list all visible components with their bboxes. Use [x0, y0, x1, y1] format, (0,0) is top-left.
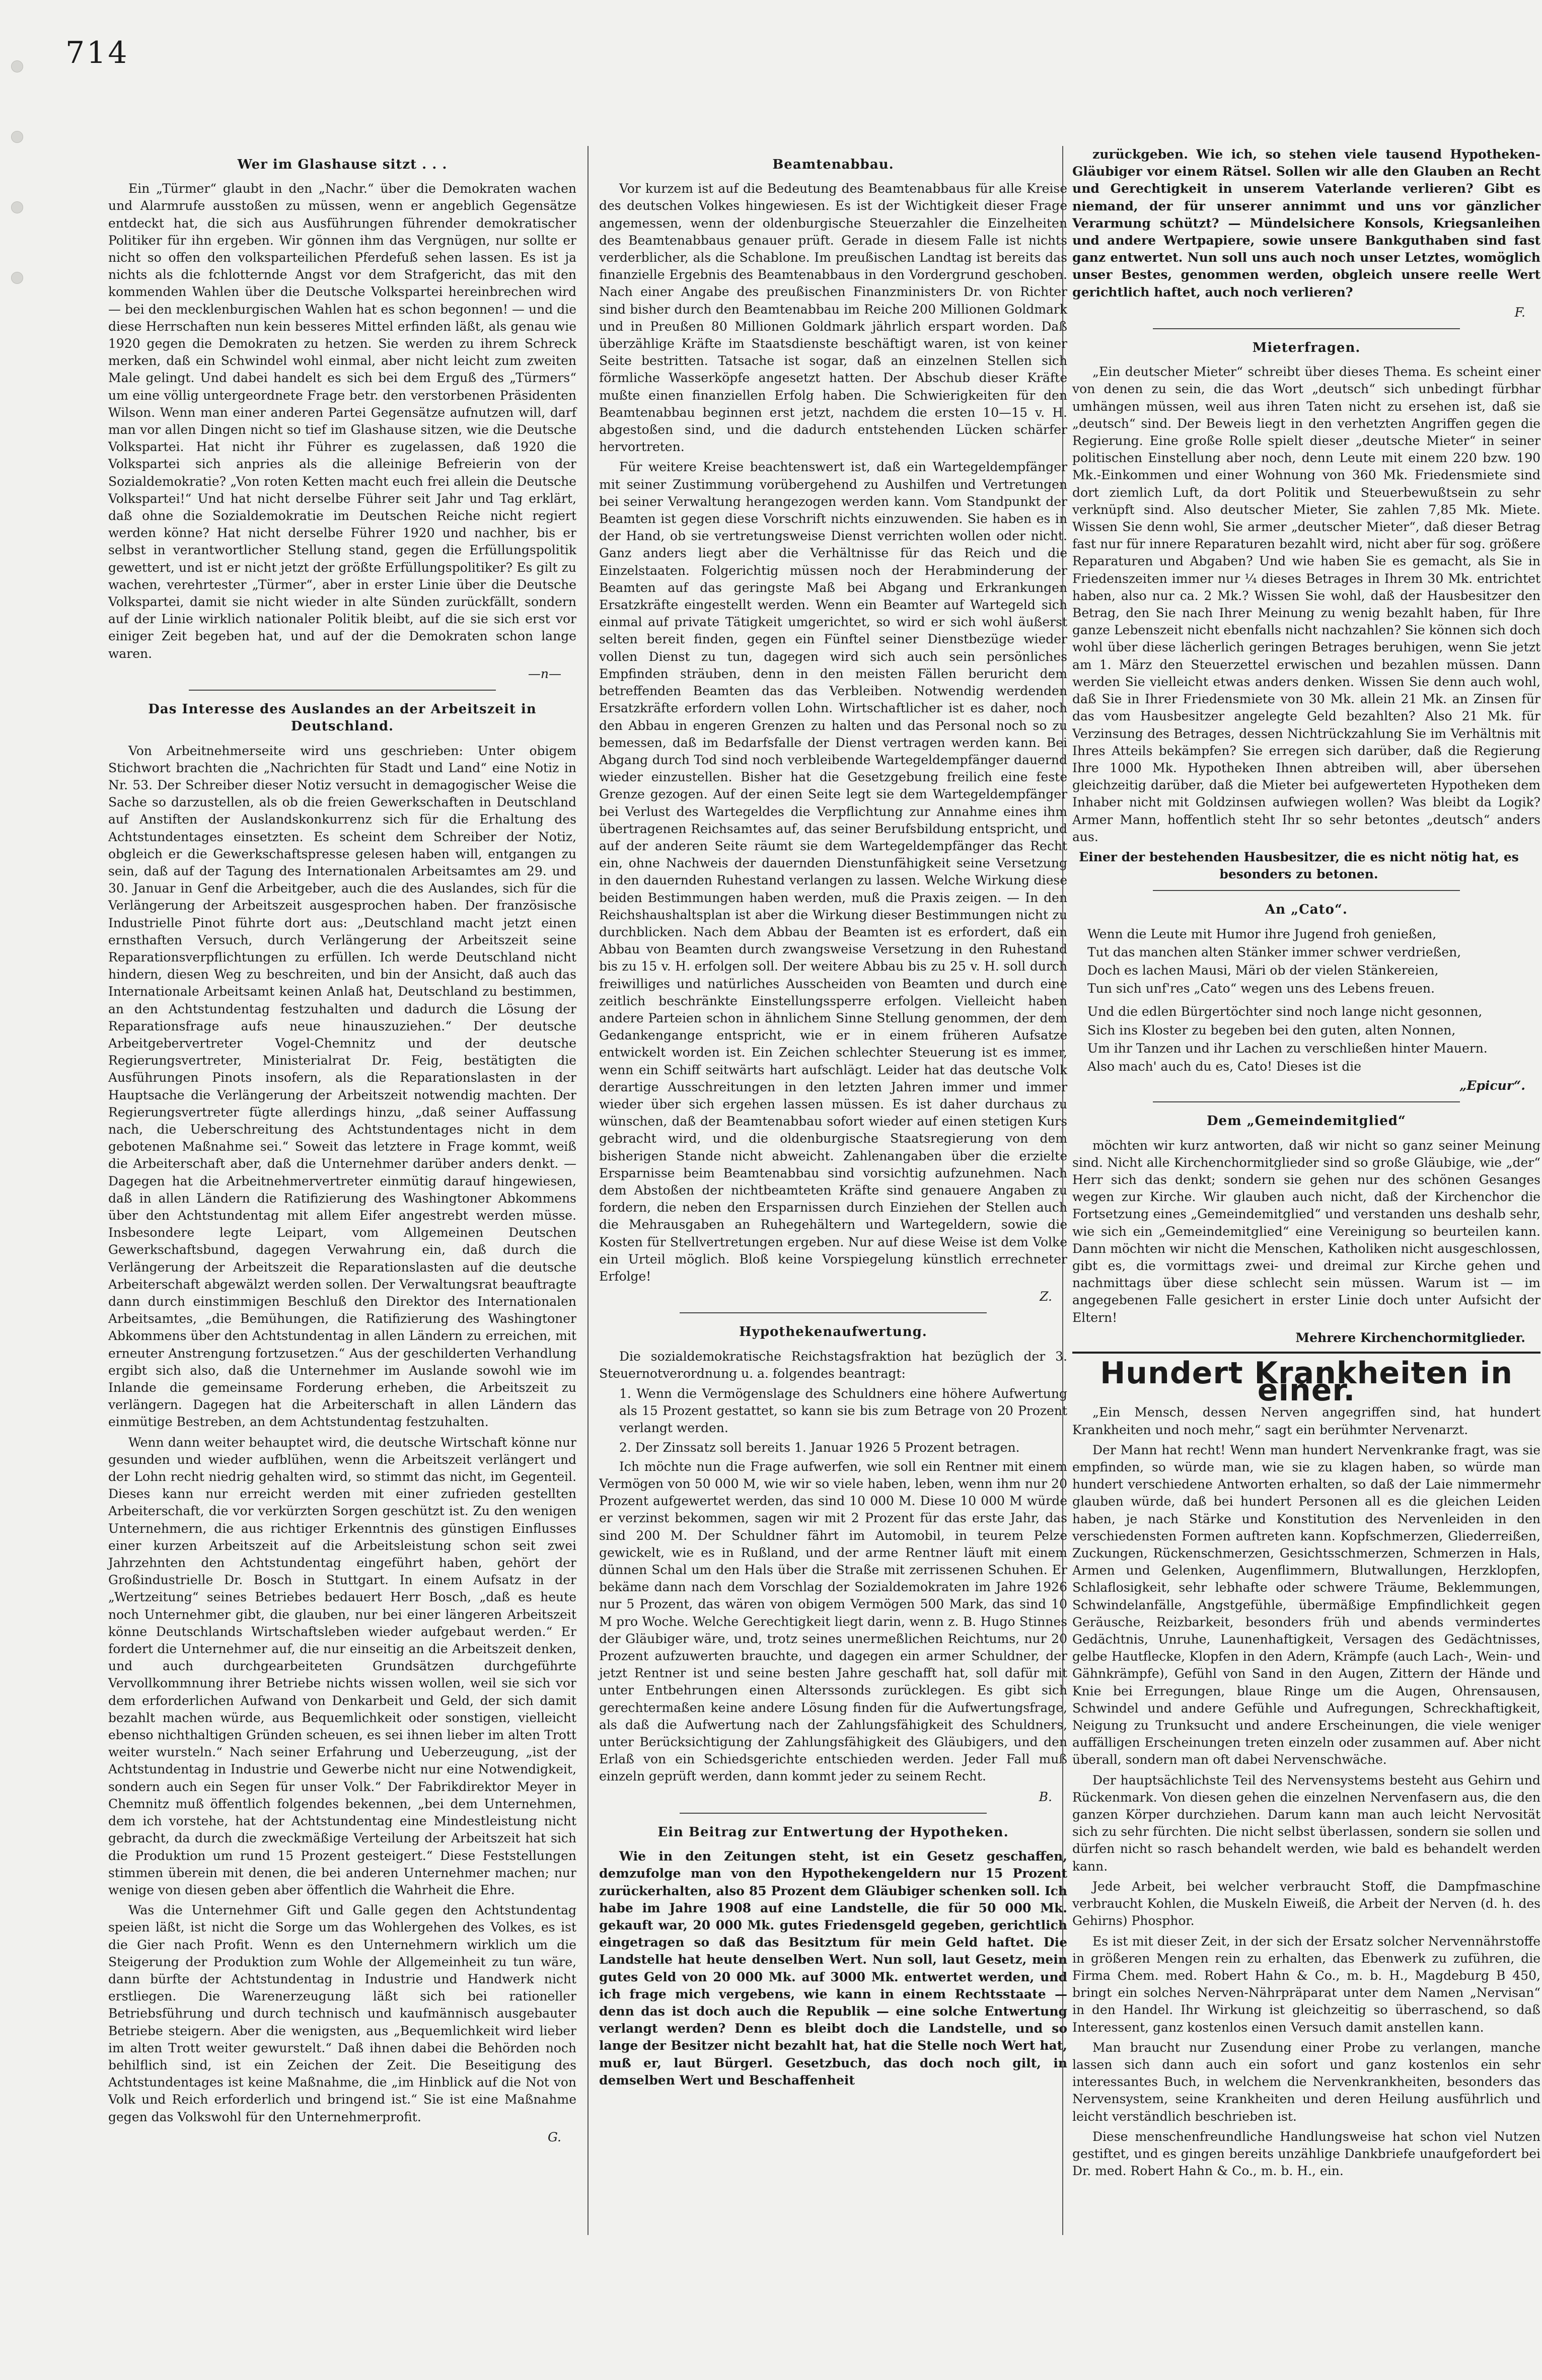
- page-edge: [7, 0, 27, 2380]
- verse-line: Sich ins Kloster zu begeben bei den guten, alten Nonnen,: [1087, 1022, 1456, 1037]
- article-signature: Mehrere Kirchenchormitglieder.: [1295, 1330, 1525, 1345]
- list-item: 1. Wenn die Vermögenslage des Schuldners eine höhere Aufwertung als 15 Prozent gestattet, so kann sie bis zum Betrage von 20 Prozent verlangt werden.: [619, 1386, 1067, 1436]
- article-paragraph: Es ist mit dieser Zeit, in der sich der Ersatz solcher Nervennährstoffe in größeren Mengen rein zu erhalten, das Ebenwerk zu zuführen, die Firma Chem. med. Robert Hahn & Co., m. b. H., Magdeburg B 450, bringt ein solches Nerven-Nährpräparat unter dem Namen „Nervisan“ in den Handel. Ihr Wirkung ist gleichzeitig so überraschend, so daß Interessent, ganz kostenlos einen Versuch damit anstellen kann.: [1072, 1933, 1540, 2035]
- article-paragraph: Jede Arbeit, bei welcher verbraucht Stoff, die Dampfmaschine verbraucht Kohlen, die Muskeln Eiweiß, die Arbeit der Nerven (d. h. des Gehirns) Phosphor.: [1072, 1879, 1540, 1928]
- advertisement: [1072, 1352, 1540, 2180]
- article-signature: F.: [1514, 305, 1525, 320]
- article-paragraph: „Ein deutscher Mieter“ schreibt über dieses Thema. Es scheint einer von denen zu sein, die das Wort „deutsch“ sich unbedingt fürbhar umhängen müssen, weil aus ihren Taten nicht zu ersehen ist, daß sie „deutsch“ sind. Der Beweis liegt in den verhetzten Angriffen gegen die Regierung. Eine große Rolle spielt dieser „deutsche Mieter“ in seiner politischen Einstellung aber noch, denn Leute mit einem 220 bzw. 190 Mk.-Einkommen und einer Wohnung von 360 Mk. Friedensmiete sind dort ziemlich Luft, da dort Politik und Steuerbewußtsein zu sehr verknüpft sind. Also deutscher Mieter, Sie zahlen 7,85 Mk. Miete. Wissen Sie denn wohl, Sie armer „deutscher Mieter“, daß dieser Betrag fast nur für innere Reparaturen bezahlt wird, nicht aber für sog. größere Reparaturen und Abgaben? Und wie haben Sie es gemacht, als Sie in Friedenszeiten immer nur ¼ dieses Betrages in Ihrem 30 Mk. entrichtet haben, also nur ca. 2 Mk.? Wissen Sie wohl, daß der Hausbesitzer den Betrag, den Sie nach Ihrer Meinung zu wenig bezahlt haben, für Ihre ganze Lebenszeit nicht ebenfalls nicht nachzahlen? Sie können sich doch wohl über diese lächerlich geringen Betrages beruhigen, wenn Sie jetzt am 1. März den Steuerzettel erwischen und bezahlen müssen. Dann werden Sie vielleicht etwas anders denken. Wissen Sie denn auch wohl, daß Sie in Ihrer Friedensmiete von 30 Mk. allein 21 Mk. an Zinsen für das vom Hausbesitzer angelegte Geld bezahlten? Also 21 Mk. für Verzinsung des Betrages, dessen Nichtrückzahlung Sie im Verhältnis mit Ihres Atteils bekämpfen? Sie erregen sich darüber, daß die Regierung Ihre 1000 Mk. Hypotheken Ihnen abtreiben will, aber übersehen gleichzeitig darüber, daß die Mieter bei aufgewerteten Hypotheken dem Inhaber nicht mit Goldzinsen aufwiegen wollen? Was bleibt da Logik? Armer Mann, hoffentlich steht Ihr so sehr betontes „deutsch“ anders aus.: [1072, 364, 1540, 844]
- article-paragraph: möchten wir kurz antworten, daß wir nicht so ganz seiner Meinung sind. Nicht alle Kirchenchormitglieder sind so große Gläubige, wie „der“ Herr sich das denkt; sondern sie gehen nur des schönen Gesanges wegen zur Kirche. Wir glauben auch nicht, daß der Kirchenchor die Fortsetzung eines „Gemeindemitglied“ und verstanden uns deshalb sehr, wie sich ein „Gemeindemitglied“ eine Vereinigung so beurteilen kann. Dann möchten wir nicht die Menschen, Katholiken nicht ausgeschlossen, gibt es, die vormittags zwei- und dreimal zur Kirche gehen und nachmittags über diese schlecht sein müssen. Warum ist — im angegebenen Falle gesichert in erster Linie doch unter Aufsicht der Eltern!: [1072, 1138, 1540, 1325]
- divider: [1153, 328, 1460, 329]
- article-paragraph: Man braucht nur Zusendung einer Probe zu verlangen, manche lassen sich dann auch ein sofort und ganz kostenlos ein sehr interessantes Buch, in welchem die Nervenkrankheiten, besonders das Nervensystem, seine Krankheiten und deren Heilung ausführlich und leicht verständlich beschrieben ist.: [1072, 2040, 1540, 2124]
- divider: [680, 1813, 987, 1814]
- article-title: An „Cato“.: [1265, 902, 1348, 918]
- list-item: 2. Der Zinssatz soll bereits 1. Januar 1926 5 Prozent betragen.: [619, 1440, 1020, 1455]
- article-signature: —n—: [528, 666, 561, 681]
- verse-line: Wenn die Leute mit Humor ihre Jugend froh genießen,: [1087, 926, 1437, 941]
- article-paragraph: Wie in den Zeitungen steht, ist ein Gesetz geschaffen, demzufolge man von den Hypothekengeldern nur 15 Prozent zurückerhalten, also 85 Prozent dem Gläubiger schenken soll. Ich habe im Jahre 1908 auf eine Landstelle, die für 50 000 Mk. gekauft war, 20 000 Mk. gutes Friedensgeld gegeben, gerichtlich eingetragen so daß das Besitztum für mein Geld haftet. Die Landstelle hat heute denselben Wert. Nun soll, laut Gesetz, mein gutes Geld von 20 000 Mk. auf 3000 Mk. entwertet werden, und ich frage mich vergebens, wie kann in einem Rechtsstaate — denn das ist doch auch die Republik — eine solche Entwertung verlangt werden? Denn es bleibt doch die Landstelle, und so lange der Besitzer nicht bezahlt hat, hat die Stelle noch Wert hat, muß er, laut Bürgerl. Gesetzbuch, das doch noch gilt, in demselben Wert und Beschaffenheit: [599, 1849, 1067, 2088]
- article-paragraph: zurückgeben. Wie ich, so stehen viele tausend Hypotheken-Gläubiger vor einem Rätsel. Sollen wir alle den Glauben an Recht und Gerechtigkeit in unserem Vaterlande verlieren? Gibt es niemand, der für unserer annimmt und uns vor gänzlicher Verarmung schützt? — Mündelsichere Konsols, Kriegsanleihen und andere Wertpapiere, sowie unsere Bankguthaben sind fast ganz entwertet. Nun soll uns auch noch unser Letztes, womöglich unser Bestes, genommen werden, obgleich unsere reelle Wert gerichtlich haftet, auch noch verlieren?: [1072, 147, 1540, 300]
- divider: [189, 690, 496, 691]
- article-paragraph: Der hauptsächlichste Teil des Nervensystems besteht aus Gehirn und Rückenmark. Von diesen gehen die einzelnen Nervenfasern aus, die den ganzen Körper durchziehen. Darum kann man auch leicht Nervosität sich zu sehr fürchten. Die nicht selbst überlassen, sondern sie sollen und dürfen nicht so rasch behandelt werden, wie bald es behandelt werden kann.: [1072, 1772, 1540, 1874]
- verse-line: Und die edlen Bürgertöchter sind noch lange nicht gesonnen,: [1087, 1004, 1483, 1019]
- divider: [680, 1312, 987, 1313]
- column-2: [599, 146, 1067, 2092]
- advertisement-title: Hundert Krankheiten in einer.: [1100, 1356, 1513, 1408]
- article-paragraph: Vor kurzem ist auf die Bedeutung des Beamtenabbaus für alle Kreise des deutschen Volkes hingewiesen. Es ist der Wichtigkeit dieser Frage angemessen, wenn der oldenburgische Steuerzahler die Einzelheiten des Beamtenabbaus genauer prüft. Gerade in diesem Falle ist nichts verderblicher, als die Schablone. Im preußischen Landtag ist bereits das finanzielle Ergebnis des Beamtenabbaus in den Vordergrund geschoben. Nach einer Angabe des preußischen Finanzministers Dr. von Richter sind bisher durch den Beamtenabbau im Reiche 200 Millionen Goldmark und in Preußen 80 Millionen Goldmark jährlich erspart worden. Daß überzählige Kräfte im Staatsdienste beschäftigt waren, ist von keiner Seite bestritten. Tatsache ist sogar, daß an einzelnen Stellen sich förmliche Wasserköpfe angesetzt hatten. Der Abschub dieser Kräfte mußte einen finanziellen Erfolg haben. Die Schwierigkeiten für den Beamtenabbau beginnen erst jetzt, nachdem die ersten 10—15 v. H. abgestoßen sind, und die dadurch entstehenden Lücken schärfer hervortreten.: [599, 181, 1067, 455]
- article-paragraph: Was die Unternehmer Gift und Galle gegen den Achtstundentag speien läßt, ist nicht die Sorge um das Wohlergehen des Volkes, es ist die Gier nach Profit. Wenn es den Unternehmern wirklich um die Steigerung der Produktion zum Wohle der Allgemeinheit zu tun wäre, dann bürfte der Achtstundentag in Industrie und Handwerk nicht erstliegen. Die Warenerzeugung läßt sich bei rationeller Betriebsführung und durch technisch und kaufmännisch ausgebauter Betriebe steigern. Aber die wenigsten, aus „Bequemlichkeit wird lieber im alten Trott weiter gewurstelt.“ Daß ihnen dabei die Behörden noch behilflich sind, ist ein Zeichen der Zeit. Die Beseitigung des Achtstundentages ist keine Maßnahme, die „im Hinblick auf die Not von Volk und Reich erforderlich und bringend ist.“ Sie ist eine Maßnahme gegen das Volkswohl für den Unternehmerprofit.: [108, 1903, 576, 2124]
- page-number: 714: [65, 35, 129, 70]
- article-paragraph: Von Arbeitnehmerseite wird uns geschrieben: Unter obigem Stichwort brachten die „Nachrichten für Stadt und Land“ eine Notiz in Nr. 53. Der Schreiber dieser Notiz versucht in demagogischer Weise die Sache so darzustellen, als ob die freien Gewerkschaften in Deutschland auf Anstiften der Auslandskonkurrenz sich für die Erhaltung des Achtstundentages einsetzten. Es scheint dem Schreiber der Notiz, obgleich er die Gewerkschaftspresse gelesen haben will, entgangen zu sein, daß auf der Tagung des Internationalen Arbeitsamtes am 29. und 30. Januar in Genf die Arbeitgeber, auch die des Auslandes, sich für die Verlängerung der Arbeitszeit ausgesprochen haben. Der französische Industrielle Pinot führte dort aus: „Deutschland macht jetzt einen ernsthaften Versuch, durch Verlängerung der Arbeitszeit seine Reparationsverpflichtungen zu erfüllen. Ich werde Deutschland nicht hindern, diesen Weg zu beschreiten, und bin der Ansicht, daß auch das Internationale Arbeitsamt keinen Anlaß hat, Deutschland zu bestimmen, an den Achtstundentag festzuhalten und dadurch die Lösung der Reparationsfrage aufs neue hinauszuziehen.“ Der deutsche Arbeitgebervertreter Vogel-Chemnitz und der deutsche Regierungsvertreter, Ministerialrat Dr. Feig, bestätigten die Ausführungen Pinots insofern, als die Reparationslasten in der Hauptsache die Verlängerung der Arbeitszeit notwendig machten. Der Regierungsvertreter fügte allerdings hinzu, „daß seiner Auffassung nach, die Ueberschreitung des Achtstundentages nicht in dem gebotenen Maßnahme sei.“ Soweit das letztere in Frage kommt, weiß die Arbeiterschaft aber, daß die Unternehmer darüber anders denkt. — Dagegen hat die Arbeitnehmervertreter einmütig darauf hingewiesen, daß in allen Ländern die Ratifizierung des Washingtoner Abkommens über den Achtstundentag mit allem Eifer angestrebt werden müsse. Insbesondere legte Leipart, vom Allgemeinen Deutschen Gewerkschaftsbund, dagegen Verwahrung ein, daß durch die Verlängerung der Arbeitszeit die Reparationslasten auf die deutsche Arbeiterschaft abgewälzt werden sollen. Der Verwaltungsrat beauftragte dann durch einstimmigen Beschluß den Direktor des Internationalen Arbeitsamtes, „die Bemühungen, die Ratifizierung des Washingtoner Abkommens über den Achtstundentag in allen Ländern zu erreichen, mit erneuter Anstrengung fortzusetzen.“ Aus der geschilderten Verhandlung ergibt sich also, daß die Unternehmer im Auslande sowohl wie im Inlande die gemeinsame Forderung erheben, die Arbeitszeit zu verlängern. Dagegen hat die Arbeiterschaft in allen Ländern das einmütige Bestreben, an dem Achtstundentag festzuhalten.: [108, 743, 576, 1430]
- divider: [1153, 890, 1460, 891]
- article-paragraph: Diese menschenfreundliche Handlungsweise hat schon viel Nutzen gestiftet, und es gingen bereits unzählige Dankbriefe unaufgefordert bei Dr. med. Robert Hahn & Co., m. b. H., ein.: [1072, 2129, 1540, 2179]
- verse-line: Tun sich unf'res „Cato“ wegen uns des Lebens freuen.: [1087, 981, 1435, 996]
- article-title: Dem „Gemeindemitglied“: [1207, 1113, 1406, 1129]
- article-signature: B.: [1039, 1789, 1052, 1804]
- column-1: [108, 146, 576, 2151]
- article-title: Beamtenabbau.: [772, 157, 894, 172]
- article-paragraph: Wenn dann weiter behauptet wird, die deutsche Wirtschaft könne nur gesunden und wieder aufblühen, wenn die Arbeitszeit verlängert und der Lohn recht niedrig gehalten wird, so stimmt das nicht, im Gegenteil. Dieses kann nur erreicht werden mit einer zufrieden gestellten Arbeiterschaft, die vor verkürzten Sorgen geschützt ist. Zu den wenigen Unternehmern, die aus richtiger Erkenntnis des günstigen Einflusses einer kurzen Arbeitszeit auf die Arbeitsleistung schon seit zwei Jahrzehnten den Achtstundentag eingeführt haben, gehört der Großindustrielle Dr. Bosch in Stuttgart. In einem Aufsatz in der „Wertzeitung“ seines Betriebes bedauert Herr Bosch, „daß es heute noch Unternehmer gibt, die glauben, nur bei einer längeren Arbeitszeit könne Deutschlands Wirtschaftsleben wieder aufgebaut werden.“ Er fordert die Unternehmer auf, die nur einseitig an die Arbeitszeit denken, und auch durchgearbeiteten Grundsätzen durchgeführte Vervollkommnung ihrer Betriebe nichts wissen wollen, weil sie sich vor dem erforderlichen Aufwand von Denkarbeit und Geld, der sich damit bezahlt machen würde, aus Bequemlichkeit oder sonstigen, vielleicht ebenso nichthaltigen Gründen scheuen, es sei ihnen lieber im alten Trott weiter wursteln.“ Nach seiner Erfahrung und Ueberzeugung, „ist der Achtstundentag in Industrie und Gewerbe nicht nur eine Notwendigkeit, sondern auch ein Segen für unser Volk.“ Der Fabrikdirektor Meyer in Chemnitz muß öffentlich folgendes bekennen, „bei dem Unternehmen, dem ich vorstehe, hat der Achtstundentag eine Mindestleistung nicht gebracht, da durch die zweckmäßige Verteilung der Arbeitszeit hat sich die Produktion um rund 15 Prozent gesteigert.“ Diese Feststellungen stimmen überein mit denen, die bei anderen Unternehmer machen; nur wenige von diesen geben aber öffentlich die Wahrheit die Ehre.: [108, 1435, 576, 1897]
- article-title: Mieterfragen.: [1252, 340, 1361, 356]
- article-signature: Z.: [1040, 1289, 1052, 1304]
- article-paragraph: Ein „Türmer“ glaubt in den „Nachr.“ über die Demokraten wachen und Alarmrufe ausstoßen zu müssen, wenn er angeblich Gegensätze entdeckt hat, die sich aus Ausführungen führender demokratischer Politiker für ihn ergeben. Wir gönnen ihm das Vergnügen, nur sollte er nicht so offen den volksparteilichen Pferdefuß sehen lassen. Es ist ja nichts als die fchlotternde Angst vor dem Strafgericht, das mit den kommenden Wahlen über die Deutsche Volkspartei hereinbrechen wird — bei den mecklenburgischen Wahlen hat es schon begonnen! — und die diese Herrschaften nun kein besseres Mittel erfinden läßt, als genau wie 1920 gegen die Demokraten zu hetzen. Sie werden zu ihrem Schreck merken, daß ein Schwindel wohl einmal, aber nicht leicht zum zweiten Male gelingt. Und dabei handelt es sich bei dem Erguß des „Türmers“ um eine völlig untergeordnete Frage betr. den verstorbenen Präsidenten Wilson. Wenn man einer anderen Partei Gegensätze aufnutzen will, darf man vor allen Dingen nicht so tief im Glashause sitzen, wie die Deutsche Volkspartei. Hat nicht ihr Führer es zugelassen, daß 1920 die Volkspartei sich anpries als die alleinige Befreierin von der Sozialdemokratie? „Von roten Ketten macht euch frei allein die Deutsche Volkspartei!“ Und hat nicht derselbe Führer seit Jahr und Tag erklärt, daß ohne die Sozialdemokratie im Deutschen Reiche nicht regiert werden könne? Hat nicht derselbe Führer 1920 und nachher, bis er selbst in verantwortlicher Stellung stand, gegen die Erfüllungspolitik gewettert, und ist er nicht jetzt der größte Erfüllungspolitiker? Es gilt zu wachen, verehrtester „Türmer“, aber in erster Linie über die Deutsche Volkspartei, damit sie nicht wieder in alte Sünden zurückfällt, sondern auf der Linie wirklich nationaler Politik bleibt, auf die sie sich erst vor einiger Zeit begeben hat, und auf der die Demokraten schon lange waren.: [108, 181, 576, 661]
- punch-hole: [11, 60, 23, 72]
- article-paragraph: Ich möchte nun die Frage aufwerfen, wie soll ein Rentner mit einem Vermögen von 50 000 M, wie wir so viele haben, leben, wenn ihm nur 20 Prozent aufgewertet werden, das sind 10 000 M. Diese 10 000 M würde er verzinst bekommen, sagen wir mit 2 Prozent für das erste Jahr, das sind 200 M. Der Schuldner fährt im Automobil, in teurem Pelze gewickelt, wie es in Rußland, und der arme Rentner läuft mit einem dünnen Schal um den Hals über die Straße mit zerrissenen Schuhen. Er bekäme dann nach dem Vorschlag der Sozialdemokraten im Jahre 1926 nur 5 Prozent, das wären von obigem Vermögen 500 Mark, das sind 10 M pro Woche. Welche Gerechtigkeit liegt darin, wenn z. B. Hugo Stinnes der Gläubiger wäre, und, trotz seines unermeßlichen Reichtums, nur 20 Prozent aufzuwerten brauchte, und dagegen ein armer Schuldner, der jetzt Rentner ist und seine besten Jahre geschafft hat, soll dafür mit unter Entbehrungen einen Alterssonds zurücklegen. Es gibt sich gerechtermaßen keine andere Lösung finden für die Aufwertungsfrage, als daß die Aufwertung nach der Zahlungsfähigkeit des Schuldners, unter Berücksichtigung der Zahlungsfähigkeit des Gläubigers, und den Erlaß von ein Schiedsgerichte entschieden werden. Jeder Fall muß einzeln geprüft werden, dann kommt jeder zu seinem Recht.: [599, 1459, 1067, 1784]
- verse-line: Tut das manchen alten Stänker immer schwer verdrießen,: [1087, 944, 1461, 959]
- verse-line: Um ihr Tanzen und ihr Lachen zu verschließen hinter Mauern.: [1087, 1040, 1488, 1056]
- punch-hole: [11, 131, 23, 143]
- column-rule: [588, 146, 589, 2235]
- verse-line: Doch es lachen Mausi, Märi ob der vielen Stänkereien,: [1087, 962, 1439, 978]
- article-paragraph: Der Mann hat recht! Wenn man hundert Nervenkranke fragt, was sie empfinden, so würde man, wie sie zu klagen haben, so würde man hundert verschiedene Antworten erhalten, so daß der Laie nimmermehr glauben würde, daß bei hundert Personen all es die gleichen Leiden haben, je nach Stärke und Konstitution des Nervenleiden in den verschiedensten Formen auftreten kann. Kopfschmerzen, Gliederreißen, Zuckungen, Rückenschmerzen, Gesichtsschmerzen, Schmerzen in Hals, Armen und Gelenken, Augenflimmern, Blutwallungen, Herzklopfen, Schlaflosigkeit, sehr lebhafte oder schwere Träume, Beklemmungen, Schwindelanfälle, Angstgefühle, übermäßige Empfindlichkeit gegen Geräusche, Reizbarkeit, besonders früh und abends vermindertes Gedächtnis, Unruhe, Launenhaftigkeit, Versagen des Gedächtnisses, gelbe Hautflecke, Klopfen in den Adern, Krämpfe (auch Lach-, Wein- und Gähnkrämpfe), Gefühl von Sand in den Augen, Zittern der Hände und Knie bei Erregungen, blaue Ringe um die Augen, Ohrensausen, Schwindel und andere Gefühle und Aufregungen, Schreckhaftigkeit, Neigung zu Trunksucht und andere Erscheinungen, die viele weniger auffälligen Erscheinungen treten einzeln oder zusammen auf. Aber nicht überall, sondern man oft dabei Nervenschwäche.: [1072, 1442, 1540, 1767]
- column-3: [1072, 146, 1540, 2183]
- article-signature: „Epicur“.: [1459, 1078, 1525, 1093]
- article-signature: Einer der bestehenden Hausbesitzer, die es nicht nötig hat, es besonders zu betonen.: [1079, 849, 1519, 882]
- article-paragraph: „Ein Mensch, dessen Nerven angegriffen sind, hat hundert Krankheiten und noch mehr,“ sagt ein berühmter Nervenarzt.: [1072, 1405, 1540, 1437]
- punch-hole: [11, 201, 23, 213]
- article-title: Hypothekenaufwertung.: [739, 1324, 927, 1340]
- article-title: Das Interesse des Auslandes an der Arbeitszeit in Deutschland.: [148, 702, 537, 734]
- article-title: Ein Beitrag zur Entwertung der Hypotheken.: [657, 1824, 1009, 1840]
- verse-line: Also mach' auch du es, Cato! Dieses ist die: [1087, 1059, 1362, 1074]
- punch-hole: [11, 272, 23, 284]
- article-signature: G.: [547, 2129, 561, 2144]
- article-paragraph: Die sozialdemokratische Reichstagsfraktion hat bezüglich der 3. Steuernotverordnung u. a. folgendes beantragt:: [599, 1349, 1067, 1381]
- article-title: Wer im Glashause sitzt . . .: [237, 157, 448, 172]
- article-paragraph: Für weitere Kreise beachtenswert ist, daß ein Wartegeldempfänger mit seiner Zustimmung vorübergehend zu Aushilfen und Vertretungen bei seiner Verwaltung herangezogen werden kann. Vom Standpunkt der Beamten ist gegen diese Vorschrift nichts einzuwenden. Sie haben es in der Hand, ob sie vertretungsweise Dienst verrichten wollen oder nicht. Ganz anders liegt aber die Verhältnisse für das Reich und die Einzelstaaten. Folgerichtig müssen noch der Herabminderung der Beamten auf das geringste Maß bei Abgang und Erkrankungen Ersatzkräfte eingestellt werden. Wenn ein Beamter auf Wartegeld sich einmal auf private Tätigkeit umgerichtet, so wird er sich wohl äußerst selten bereit finden, gegen ein Fünftel seiner Dienstbezüge wieder vollen Dienst zu tun, dagegen wird sich auch sein persönliches Empfinden sträuben, denn in den meisten Fällen beruricht dem betreffenden Beamten das das Verbleiben. Notwendig werdenden Ersatzkräfte erfordern vollen Lohn. Wirtschaftlicher ist es daher, noch den Abbau in engeren Grenzen zu halten und das Personal noch so zu bemessen, daß im Bedarfsfalle der Dienst vertragen werden kann. Bei Abgang durch Tod sind noch verbleibende Wartegeldempfänger dauernd wieder einzustellen. Bisher hat die Gesetzgebung freilich eine feste Grenze gezogen. Auf der einen Seite legt sie dem Wartegeldempfänger bei Verlust des Wartegeldes die Verpflichtung zur Annahme eines ihm übertragenen Reichsamtes auf, das seiner Berufsbildung entspricht, und auf der anderen Seite räumt sie dem Wartegeldempfänger das Recht ein, ohne Nachweis der dauernden Dienstunfähigkeit seine Versetzung in den dauernden Ruhestand verlangen zu lassen. Welche Wirkung diese beiden Bestimmungen haben werden, muß die Praxis zeigen. — In den Reichshaushaltsplan ist aber die Wirkung dieser Bestimmungen nicht zu durchblicken. Nach dem Abbau der Beamten ist es erfordert, daß ein Abbau von Beamten durch zwangsweise Versetzung in den Ruhestand bis zu 15 v. H. erfolgen soll. Der weitere Abbau bis zu 25 v. H. soll durch freiwilliges und natürliches Ausscheiden von Beamten und durch eine zeitlich beschränkte Einstellungssperre erfolgen. Vielleicht haben andere Parteien schon in ähnlichem Sinne Stellung genommen, der dem Gedankengange entspricht, wie er in einem früheren Aufsatze entwickelt worden ist. Ein Zeichen schlechter Steuerung ist es immer, wenn ein Schiff seitwärts hart aufschlägt. Leider hat das deutsche Volk derartige Ausschreitungen in den letzten Jahren immer und immer wieder über sich ergehen lassen müssen. Es ist daher durchaus zu wünschen, daß der Beamtenabbau sofort wieder auf einen stetigen Kurs gebracht wird, und die oldenburgische Staatsregierung von dem bisherigen Stande nicht abweicht. Zahlenangaben über die erzielte Ersparnisse beim Beamtenabbau sind vorsichtig aufzunehmen. Nach dem Abstoßen der nichtbeamteten Kräfte sind genauere Angaben zu fordern, die neben den Ersparnissen durch Einziehen der Stellen auch die Mehrausgaben an Ruhegehältern und Wartegeldern, sowie die Kosten für Stellvertretungen ergeben. Nur auf diese Weise ist dem Volke ein Urteil möglich. Bloß keine Vorspiegelung künstlich errechneter Erfolge!: [599, 460, 1067, 1284]
- divider: [1153, 1101, 1460, 1102]
